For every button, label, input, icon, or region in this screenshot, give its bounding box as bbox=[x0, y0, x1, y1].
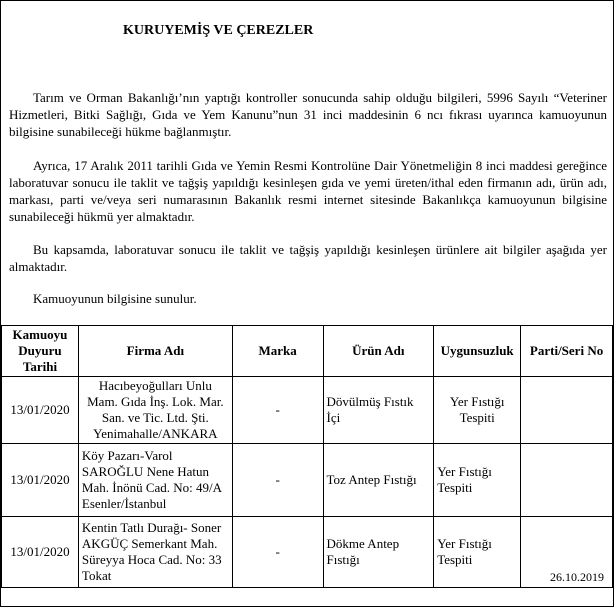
cell-parti bbox=[521, 444, 613, 517]
table-row bbox=[2, 444, 613, 517]
cell-uygunsuzluk: Yer Fıstığı Tespiti bbox=[434, 377, 521, 444]
paragraph-3: Bu kapsamda, laboratuvar sonucu ile taklit ve tağşiş yapıldığı kesinleşen ürünlere ait bilgiler aşağıda yer almaktadır. bbox=[9, 242, 607, 274]
header-marka: Marka bbox=[232, 326, 323, 377]
cell-date: 13/01/2020 bbox=[2, 444, 79, 517]
header-uygunsuzluk: Uygunsuzluk bbox=[434, 326, 521, 377]
paragraph-2: Ayrıca, 17 Aralık 2011 tarihli Gıda ve Yemin Resmi Kontrolüne Dair Yönetmeliğin 8 inci maddesi gereğince laboratuvar sonucu ile taklit ve tağşiş yapıldığı kesinleşen gıda ve yemi üreten/ithal eden firmanın adı, ürün adı, markası, parti ve/veya seri numarasının Bakanlık resmi internet sitesinde Bakanlıkça kamuoyunun bilgisine sunabileceği hükmü yer almaktadır. bbox=[9, 158, 607, 224]
cell-marka: - bbox=[232, 444, 323, 517]
header-duyuru-tarihi: Kamuoyu Duyuru Tarihi bbox=[2, 326, 79, 377]
cell-uygunsuzluk: Yer Fıstığı Tespiti bbox=[434, 517, 521, 588]
header-firma-adi: Firma Adı bbox=[78, 326, 232, 377]
header-urun-adi: Ürün Adı bbox=[323, 326, 434, 377]
cell-firm: Köy Pazarı-Varol SAROĞLU Nene Hatun Mah. İnönü Cad. No: 49/A Esenler/İstanbul bbox=[78, 444, 232, 517]
paragraph-1: Tarım ve Orman Bakanlığı’nın yaptığı kontroller sonucunda sahip olduğu bilgileri, 5996 Sayılı “Veteriner Hizmetleri, Bitki Sağlığı, Gıda ve Yem Kanunu”nun 31 inci maddesinin 6 ncı fıkrası uyarınca kamuoyunun bilgisine sunabileceği hükme bağlanmıştır. bbox=[9, 90, 607, 139]
footer-date: 26.10.2019 bbox=[550, 570, 604, 584]
cell-marka: - bbox=[232, 377, 323, 444]
cell-urun: Dövülmüş Fıstık İçi bbox=[323, 377, 434, 444]
table-row bbox=[2, 377, 613, 444]
cell-firm: Hacıbeyoğulları Unlu Mam. Gıda İnş. Lok. Mar. San. ve Tic. Ltd. Şti. Yenimahalle/ANKARA bbox=[78, 377, 232, 444]
cell-urun: Dökme Antep Fıstığı bbox=[323, 517, 434, 588]
cell-date: 13/01/2020 bbox=[2, 377, 79, 444]
cell-parti bbox=[521, 377, 613, 444]
products-table bbox=[1, 325, 613, 588]
table-header-row bbox=[2, 326, 613, 377]
cell-marka: - bbox=[232, 517, 323, 588]
cell-parti bbox=[521, 517, 613, 588]
cell-firm: Kentin Tatlı Durağı- Soner AKGÜÇ Semerkant Mah. Süreyya Hoca Cad. No: 33 Tokat bbox=[78, 517, 232, 588]
cell-date: 13/01/2020 bbox=[2, 517, 79, 588]
cell-urun: Toz Antep Fıstığı bbox=[323, 444, 434, 517]
paragraph-4: Kamuoyunun bilgisine sunulur. bbox=[33, 291, 197, 306]
document-title: KURUYEMİŞ VE ÇEREZLER bbox=[123, 23, 314, 38]
cell-uygunsuzluk: Yer Fıstığı Tespiti bbox=[434, 444, 521, 517]
table-row bbox=[2, 517, 613, 588]
header-parti-seri-no: Parti/Seri No bbox=[521, 326, 613, 377]
